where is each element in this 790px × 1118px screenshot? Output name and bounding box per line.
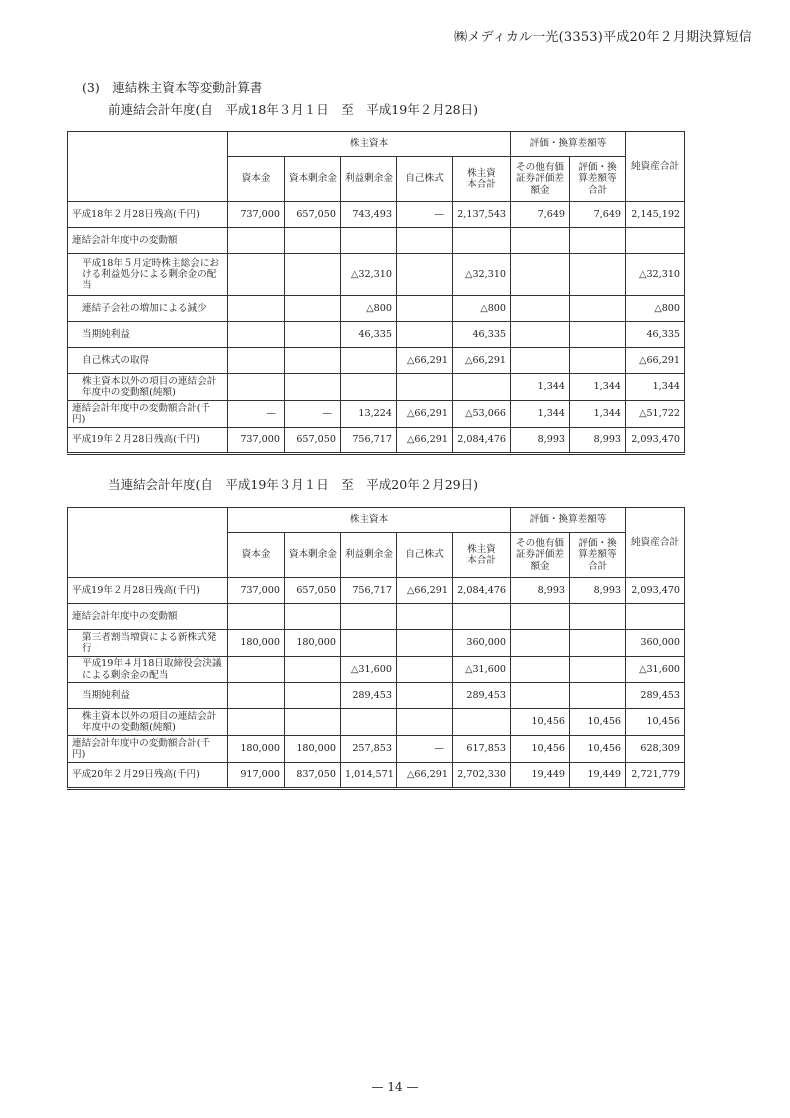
cell-total-valuation [570, 630, 626, 657]
cell-capital-surplus: 180,000 [285, 736, 341, 763]
row-label: 当期純利益 [68, 683, 228, 709]
cell-total-valuation [570, 683, 626, 709]
section-title: (3) 連結株主資本等変動計算書 [82, 80, 263, 95]
cell-treasury-stock: △66,291 [397, 578, 453, 604]
cell-total-equity: 2,084,476 [453, 578, 511, 604]
cell-net-assets: 289,453 [626, 683, 685, 709]
cell-retained-earnings [341, 709, 397, 736]
cell-securities-valuation: 1,344 [511, 374, 570, 401]
cell-total-valuation: 8,993 [570, 578, 626, 604]
header-securities-valuation: その他有価証券評価差額金 [511, 533, 570, 578]
prior-period-title: 前連結会計年度(自 平成18年３月１日 至 平成19年２月28日) [108, 102, 478, 117]
header-capital-surplus: 資本剰余金 [285, 157, 341, 202]
cell-capital-surplus [285, 296, 341, 322]
header-capital: 資本金 [228, 533, 285, 578]
cell-total-valuation: 10,456 [570, 709, 626, 736]
row-label: 連結会計年度中の変動額 [68, 228, 228, 254]
cell-retained-earnings: 743,493 [341, 202, 397, 228]
cell-net-assets: 628,309 [626, 736, 685, 763]
cell-capital [228, 254, 285, 296]
cell-retained-earnings: △800 [341, 296, 397, 322]
cell-securities-valuation: 7,649 [511, 202, 570, 228]
header-shareholders-equity: 株主資本 [228, 508, 511, 533]
cell-capital [228, 683, 285, 709]
table-row [68, 322, 685, 348]
cell-retained-earnings: 756,717 [341, 578, 397, 604]
cell-capital-surplus: 837,050 [285, 763, 341, 789]
row-label: 平成20年２月29日残高(千円) [68, 763, 228, 789]
cell-capital: 180,000 [228, 736, 285, 763]
cell-securities-valuation: 8,993 [511, 578, 570, 604]
cell-treasury-stock [397, 296, 453, 322]
cell-net-assets: 1,344 [626, 374, 685, 401]
cell-securities-valuation [511, 348, 570, 374]
cell-retained-earnings [341, 630, 397, 657]
cell-capital-surplus [285, 348, 341, 374]
cell-total-equity: 289,453 [453, 683, 511, 709]
cell-total-valuation [570, 322, 626, 348]
table-row [68, 374, 685, 401]
cell-treasury-stock [397, 254, 453, 296]
cell-capital-surplus [285, 254, 341, 296]
cell-retained-earnings: 257,853 [341, 736, 397, 763]
header-blank [68, 132, 228, 202]
cell-total-valuation [570, 296, 626, 322]
header-capital: 資本金 [228, 157, 285, 202]
cell-securities-valuation [511, 683, 570, 709]
row-label: 平成18年２月28日残高(千円) [68, 202, 228, 228]
cell-retained-earnings: 756,717 [341, 428, 397, 454]
cell-securities-valuation [511, 296, 570, 322]
row-label: 連結会計年度中の変動額合計(千円) [68, 736, 228, 763]
cell-capital [228, 709, 285, 736]
cell-net-assets: △800 [626, 296, 685, 322]
cell-capital: 180,000 [228, 630, 285, 657]
cell-net-assets: 10,456 [626, 709, 685, 736]
table-row [68, 202, 685, 228]
cell-capital: 737,000 [228, 578, 285, 604]
cell-total-equity: △32,310 [453, 254, 511, 296]
cell-retained-earnings: 1,014,571 [341, 763, 397, 789]
cell-total-valuation [570, 348, 626, 374]
cell-total-equity: △31,600 [453, 657, 511, 683]
cell-net-assets: △51,722 [626, 401, 685, 428]
row-label: 平成19年２月28日残高(千円) [68, 428, 228, 454]
table-row [68, 736, 685, 763]
row-label: 連結会計年度中の変動額 [68, 604, 228, 630]
table-row [68, 428, 685, 454]
header-capital-surplus: 資本剰余金 [285, 533, 341, 578]
row-label: 当期純利益 [68, 322, 228, 348]
cell-total-valuation: 19,449 [570, 763, 626, 789]
header-valuation-group: 評価・換算差額等 [511, 132, 626, 157]
cell-securities-valuation [511, 657, 570, 683]
header-retained-earnings: 利益剰余金 [341, 157, 397, 202]
row-label: 連結子会社の増加による減少 [68, 296, 228, 322]
row-label: 株主資本以外の項目の連結会計年度中の変動額(純額) [68, 374, 228, 401]
cell-capital [228, 296, 285, 322]
row-label: 平成18年５月定時株主総会における利益処分による剰余金の配当 [68, 254, 228, 296]
cell-retained-earnings [341, 374, 397, 401]
cell-retained-earnings [341, 348, 397, 374]
table-row [68, 683, 685, 709]
cell-total-valuation: 7,649 [570, 202, 626, 228]
cell-total-equity [453, 374, 511, 401]
cell-total-valuation: 10,456 [570, 736, 626, 763]
header-retained-earnings: 利益剰余金 [341, 533, 397, 578]
cell-total-valuation: 1,344 [570, 401, 626, 428]
cell-treasury-stock [397, 374, 453, 401]
row-label: 連結会計年度中の変動額合計(千円) [68, 401, 228, 428]
cell-net-assets: 2,145,192 [626, 202, 685, 228]
header-total-equity: 株主資本合計 [453, 157, 511, 202]
cell-total-equity [453, 709, 511, 736]
header-blank [68, 508, 228, 578]
current-period-title: 当連結会計年度(自 平成19年３月１日 至 平成20年２月29日) [108, 477, 478, 492]
table-row [68, 228, 685, 254]
cell-total-equity: △53,066 [453, 401, 511, 428]
header-valuation-group: 評価・換算差額等 [511, 508, 626, 533]
cell-treasury-stock: — [397, 736, 453, 763]
cell-total-equity: △800 [453, 296, 511, 322]
cell-securities-valuation: 8,993 [511, 428, 570, 454]
cell-total-valuation: 8,993 [570, 428, 626, 454]
cell-net-assets: 2,093,470 [626, 578, 685, 604]
cell-capital-surplus [285, 657, 341, 683]
header-treasury-stock: 自己株式 [397, 157, 453, 202]
table-row [68, 630, 685, 657]
cell-securities-valuation [511, 322, 570, 348]
cell-treasury-stock: — [397, 202, 453, 228]
cell-capital-surplus: 657,050 [285, 578, 341, 604]
cell-capital [228, 657, 285, 683]
table-row [68, 657, 685, 683]
cell-retained-earnings: 289,453 [341, 683, 397, 709]
cell-net-assets: 46,335 [626, 322, 685, 348]
cell-net-assets: 2,721,779 [626, 763, 685, 789]
cell-securities-valuation [511, 254, 570, 296]
cell-capital: 737,000 [228, 428, 285, 454]
cell-securities-valuation: 10,456 [511, 736, 570, 763]
cell-total-equity: △66,291 [453, 348, 511, 374]
cell-capital-surplus [285, 322, 341, 348]
cell-capital: — [228, 401, 285, 428]
cell-capital-surplus: 657,050 [285, 428, 341, 454]
cell-treasury-stock: △66,291 [397, 401, 453, 428]
row-label: 第三者割当増資による新株式発行 [68, 630, 228, 657]
cell-treasury-stock [397, 657, 453, 683]
table-row [68, 709, 685, 736]
cell-securities-valuation: 19,449 [511, 763, 570, 789]
cell-total-equity: 2,137,543 [453, 202, 511, 228]
cell-retained-earnings: 46,335 [341, 322, 397, 348]
cell-treasury-stock: △66,291 [397, 763, 453, 789]
row-label: 自己株式の取得 [68, 348, 228, 374]
prior-period-equity-table [67, 131, 685, 455]
cell-net-assets: △66,291 [626, 348, 685, 374]
table-row [68, 604, 685, 630]
header-total-valuation: 評価・換算差額等合計 [570, 533, 626, 578]
cell-net-assets: △31,600 [626, 657, 685, 683]
row-label: 株主資本以外の項目の連結会計年度中の変動額(純額) [68, 709, 228, 736]
table-row [68, 348, 685, 374]
cell-capital-surplus: 657,050 [285, 202, 341, 228]
row-label: 平成19年２月28日残高(千円) [68, 578, 228, 604]
cell-total-equity: 46,335 [453, 322, 511, 348]
cell-treasury-stock: △66,291 [397, 428, 453, 454]
cell-capital [228, 322, 285, 348]
header-securities-valuation: その他有価証券評価差額金 [511, 157, 570, 202]
company-report-title: ㈱メディカル一光(3353)平成20年２月期決算短信 [454, 30, 752, 45]
cell-treasury-stock [397, 709, 453, 736]
cell-capital-surplus: — [285, 401, 341, 428]
cell-treasury-stock [397, 322, 453, 348]
cell-capital-surplus [285, 683, 341, 709]
cell-capital-surplus [285, 374, 341, 401]
cell-total-equity: 2,084,476 [453, 428, 511, 454]
table-row [68, 578, 685, 604]
header-shareholders-equity: 株主資本 [228, 132, 511, 157]
cell-total-equity: 360,000 [453, 630, 511, 657]
cell-capital: 737,000 [228, 202, 285, 228]
cell-capital [228, 348, 285, 374]
cell-total-valuation [570, 657, 626, 683]
row-label: 平成19年４月18日取締役会決議による剰余金の配当 [68, 657, 228, 683]
header-treasury-stock: 自己株式 [397, 533, 453, 578]
cell-securities-valuation: 10,456 [511, 709, 570, 736]
cell-retained-earnings: △31,600 [341, 657, 397, 683]
table-row [68, 254, 685, 296]
cell-total-valuation: 1,344 [570, 374, 626, 401]
cell-retained-earnings: △32,310 [341, 254, 397, 296]
cell-securities-valuation [511, 630, 570, 657]
cell-retained-earnings: 13,224 [341, 401, 397, 428]
current-period-equity-table [67, 507, 685, 790]
cell-treasury-stock [397, 683, 453, 709]
header-total-valuation: 評価・換算差額等合計 [570, 157, 626, 202]
cell-net-assets: 2,093,470 [626, 428, 685, 454]
header-net-assets: 純資産合計 [626, 508, 685, 578]
table-row [68, 401, 685, 428]
header-net-assets: 純資産合計 [626, 132, 685, 202]
cell-capital: 917,000 [228, 763, 285, 789]
header-total-equity: 株主資本合計 [453, 533, 511, 578]
cell-capital-surplus: 180,000 [285, 630, 341, 657]
cell-capital [228, 374, 285, 401]
table-row [68, 763, 685, 789]
cell-securities-valuation: 1,344 [511, 401, 570, 428]
table-row [68, 296, 685, 322]
cell-net-assets: △32,310 [626, 254, 685, 296]
cell-treasury-stock [397, 630, 453, 657]
cell-total-valuation [570, 254, 626, 296]
cell-total-equity: 2,702,330 [453, 763, 511, 789]
cell-total-equity: 617,853 [453, 736, 511, 763]
cell-net-assets: 360,000 [626, 630, 685, 657]
cell-treasury-stock: △66,291 [397, 348, 453, 374]
page-number: — 14 — [371, 1080, 419, 1094]
cell-capital-surplus [285, 709, 341, 736]
